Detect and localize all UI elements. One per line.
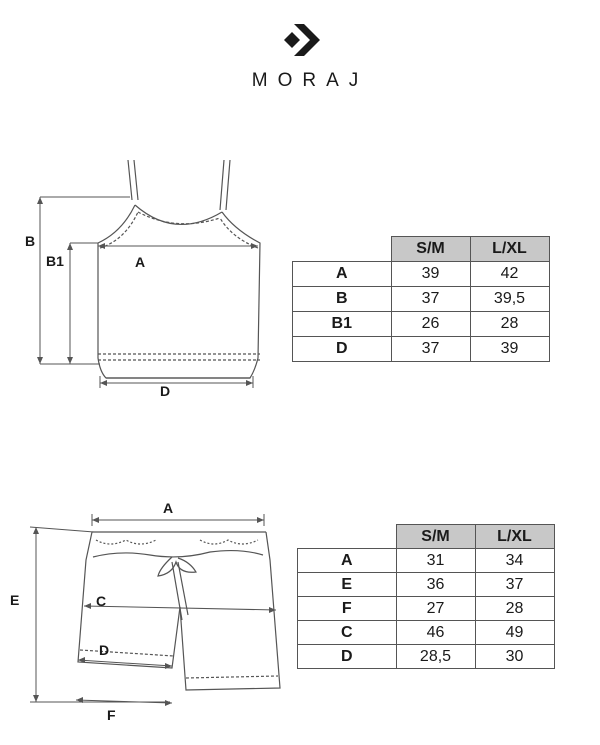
label-bottom-E: E [10, 592, 20, 608]
label-top-A: A [135, 254, 146, 270]
table-cell: 49 [475, 621, 554, 645]
table-cell: 46 [396, 621, 475, 645]
table-row [298, 645, 555, 669]
table-row [298, 621, 555, 645]
column-header: S/M [391, 237, 470, 262]
row-label: A [293, 262, 392, 287]
label-bottom-C: C [96, 593, 107, 609]
table-cell: 30 [475, 645, 554, 669]
brand-name: MORAJ [251, 70, 369, 91]
row-label: D [298, 645, 397, 669]
row-label: F [298, 597, 397, 621]
table-header-row [298, 525, 555, 549]
label-bottom-A: A [163, 500, 174, 516]
table-cell: 37 [475, 573, 554, 597]
table-cell: 37 [391, 287, 470, 312]
top-size-table [292, 236, 550, 362]
table-cell: 26 [391, 312, 470, 337]
label-bottom-D: D [99, 642, 110, 658]
table-cell: 28,5 [396, 645, 475, 669]
column-header: S/M [396, 525, 475, 549]
label-bottom-F: F [107, 707, 116, 723]
bottom-size-table [297, 524, 555, 669]
table-row [298, 573, 555, 597]
table-header-row [293, 237, 550, 262]
camisole-diagram [98, 160, 260, 378]
table-cell: 39 [391, 262, 470, 287]
table-row [293, 287, 550, 312]
table-cell: 36 [396, 573, 475, 597]
row-label: C [298, 621, 397, 645]
table-row [293, 337, 550, 362]
table-row [298, 597, 555, 621]
table-corner [293, 237, 392, 262]
table-cell: 28 [470, 312, 549, 337]
column-header: L/XL [470, 237, 549, 262]
table-cell: 27 [396, 597, 475, 621]
table-row [293, 312, 550, 337]
row-label: B [293, 287, 392, 312]
shorts-diagram [78, 532, 280, 690]
table-cell: 34 [475, 549, 554, 573]
label-top-B1: B1 [46, 253, 64, 269]
table-cell: 39,5 [470, 287, 549, 312]
table-cell: 37 [391, 337, 470, 362]
table-cell: 28 [475, 597, 554, 621]
table-row [298, 549, 555, 573]
table-cell: 42 [470, 262, 549, 287]
shorts-measure-lines [30, 514, 276, 706]
label-top-D: D [160, 383, 171, 399]
row-label: D [293, 337, 392, 362]
row-label: E [298, 573, 397, 597]
row-label: A [298, 549, 397, 573]
label-top-B: B [25, 233, 36, 249]
table-corner [298, 525, 397, 549]
row-label: B1 [293, 312, 392, 337]
table-cell: 31 [396, 549, 475, 573]
column-header: L/XL [475, 525, 554, 549]
table-cell: 39 [470, 337, 549, 362]
table-row [293, 262, 550, 287]
